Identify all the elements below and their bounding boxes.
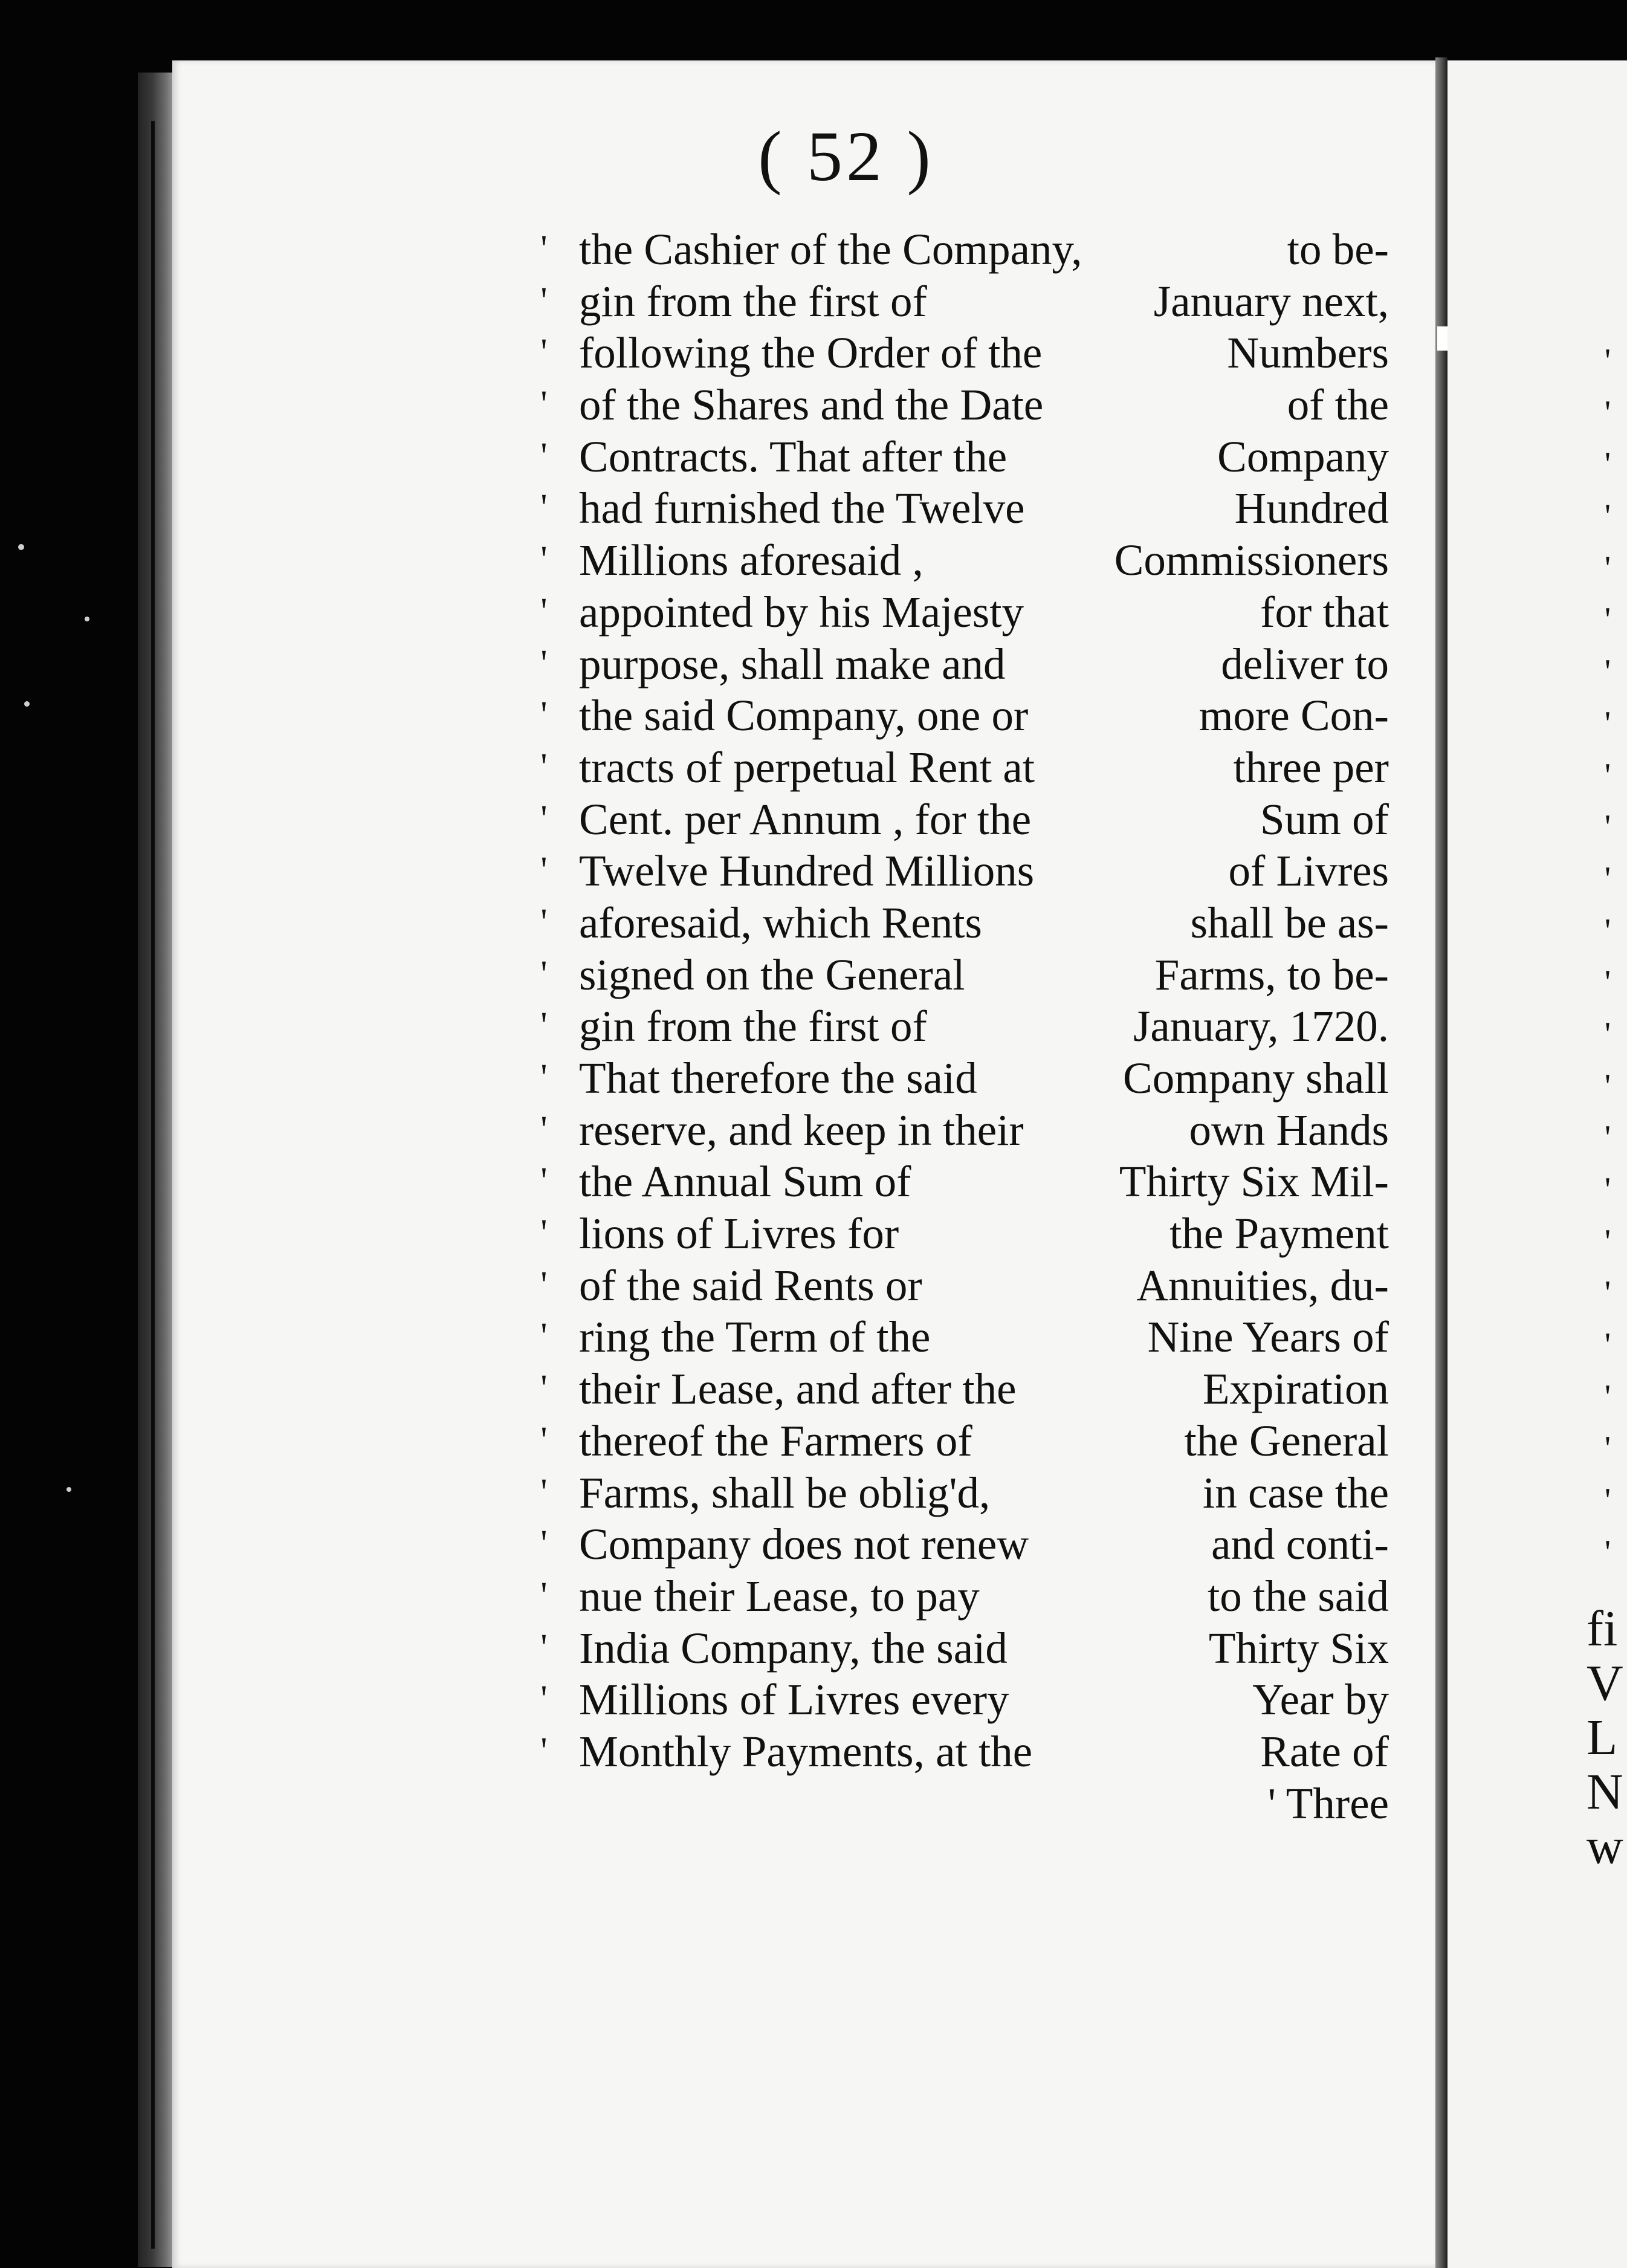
text-line xyxy=(579,1156,1389,1208)
margin-quote-mark: ' xyxy=(540,1005,548,1047)
text-line-start: aforesaid, which Rents xyxy=(579,898,982,947)
text-line-end: Company xyxy=(1217,432,1389,481)
margin-quote-mark: ' xyxy=(540,1109,548,1150)
text-line xyxy=(579,794,1389,846)
right-page-quote-mark: ' xyxy=(1604,549,1611,587)
right-page-quote-mark: ' xyxy=(1604,912,1611,950)
margin-quote-mark: ' xyxy=(540,850,548,892)
margin-quote-mark: ' xyxy=(540,953,548,995)
right-page-quote-mark: ' xyxy=(1604,1222,1611,1260)
margin-quote-mark: ' xyxy=(540,1730,548,1772)
margin-quote-mark: ' xyxy=(540,1368,548,1410)
margin-quote-mark: ' xyxy=(540,1419,548,1461)
text-line-end: of Livres xyxy=(1228,846,1389,896)
text-line-end: more Con- xyxy=(1198,691,1389,740)
right-page-quote-mark: ' xyxy=(1604,497,1611,536)
page-gutter xyxy=(1435,57,1447,2268)
text-line-start: the Annual Sum of xyxy=(579,1157,911,1207)
text-line-end: January, 1720. xyxy=(1133,1002,1389,1051)
right-page-text-fragments xyxy=(1587,1602,1627,1874)
text-line xyxy=(579,1622,1389,1674)
text-line-end: of the xyxy=(1287,380,1389,430)
right-page-quote-column xyxy=(1596,335,1620,1579)
text-line xyxy=(579,742,1389,794)
text-line-start: That therefore the said xyxy=(579,1054,977,1103)
text-line-end: shall be as- xyxy=(1190,898,1389,947)
right-page-quote-mark: ' xyxy=(1604,1378,1611,1416)
page-number: ( 52 ) xyxy=(758,117,934,196)
book-spine-edge xyxy=(138,73,174,2267)
right-page-fragment: w xyxy=(1587,1818,1623,1874)
margin-quote-mark: ' xyxy=(540,332,548,374)
right-page-quote-mark: ' xyxy=(1604,860,1611,898)
margin-quote-mark: ' xyxy=(540,1627,548,1668)
text-line xyxy=(579,1311,1389,1363)
text-line xyxy=(579,379,1389,431)
text-line xyxy=(579,586,1389,638)
margin-quote-mark: ' xyxy=(540,384,548,426)
right-page-quote-mark: ' xyxy=(1604,1430,1611,1468)
margin-quote-mark: ' xyxy=(540,1213,548,1254)
text-line-end: and conti- xyxy=(1211,1520,1389,1569)
right-page-quote-mark: ' xyxy=(1604,1533,1611,1571)
text-line xyxy=(579,482,1389,534)
margin-quote-mark: ' xyxy=(540,1575,548,1616)
right-page-quote-mark: ' xyxy=(1604,1171,1611,1208)
right-page-quote-mark: ' xyxy=(1604,1067,1611,1105)
margin-quote-mark: ' xyxy=(540,539,548,581)
margin-quote-mark: ' xyxy=(540,1471,548,1513)
margin-quote-mark: ' xyxy=(540,228,548,270)
text-line-start: purpose, shall make and xyxy=(579,639,1006,688)
text-line xyxy=(579,690,1389,742)
margin-quote-mark: ' xyxy=(540,1523,548,1565)
text-line-start: Company does not renew xyxy=(579,1520,1029,1569)
right-page-fragment: V xyxy=(1587,1655,1623,1711)
text-line-start: Monthly Payments, at the xyxy=(579,1726,1033,1776)
text-line xyxy=(579,1052,1389,1104)
text-line xyxy=(579,327,1389,379)
text-line-end: January next, xyxy=(1153,276,1389,326)
text-line-start: Cent. per Annum , for the xyxy=(579,794,1032,844)
dust-speck xyxy=(85,617,89,621)
right-page xyxy=(1447,60,1627,2268)
margin-quote-mark: ' xyxy=(540,1264,548,1306)
text-line-start: Millions aforesaid , xyxy=(579,536,923,585)
right-page-quote-mark: ' xyxy=(1604,1274,1611,1312)
text-line-end: Company shall xyxy=(1123,1054,1389,1103)
margin-quote-mark: ' xyxy=(540,1161,548,1202)
text-line-start: reserve, and keep in their xyxy=(579,1105,1024,1155)
text-line-start: had furnished the Twelve xyxy=(579,484,1025,533)
text-line-end: Sum of xyxy=(1260,794,1389,844)
text-line-start: following the Order of the xyxy=(579,328,1043,378)
text-line-start: India Company, the said xyxy=(579,1623,1008,1673)
right-page-quote-mark: ' xyxy=(1604,601,1611,639)
right-page-quote-mark: ' xyxy=(1604,653,1611,691)
margin-quote-mark: ' xyxy=(540,695,548,736)
margin-quote-mark: ' xyxy=(540,435,548,477)
body-text xyxy=(579,224,1389,1829)
text-line xyxy=(579,1260,1389,1312)
text-line-end: Expiration xyxy=(1202,1364,1389,1414)
text-line-end: to be- xyxy=(1287,225,1389,274)
text-line xyxy=(579,1415,1389,1467)
text-line xyxy=(579,1726,1389,1778)
text-line-start: the said Company, one or xyxy=(579,691,1029,740)
text-line-end: three per xyxy=(1233,742,1389,792)
text-line-start: of the said Rents or xyxy=(579,1260,922,1310)
text-line-start: tracts of perpetual Rent at xyxy=(579,742,1035,792)
dust-speck xyxy=(24,701,30,707)
text-line-end: own Hands xyxy=(1189,1105,1389,1155)
text-line-end: the General xyxy=(1184,1416,1389,1465)
text-line-start: the Cashier of the Company, xyxy=(579,225,1082,274)
right-page-quote-mark: ' xyxy=(1604,446,1611,484)
text-line-start: gin from the first of xyxy=(579,1002,927,1051)
right-page-fragment: L xyxy=(1587,1709,1618,1766)
text-line-end: Numbers xyxy=(1227,328,1389,378)
text-line-end: Hundred xyxy=(1234,484,1389,533)
text-line-start: thereof the Farmers of xyxy=(579,1416,972,1465)
text-line xyxy=(579,1363,1389,1415)
book-spine-line xyxy=(151,121,155,2249)
right-page-quote-mark: ' xyxy=(1604,1015,1611,1053)
text-line-start: gin from the first of xyxy=(579,276,927,326)
margin-quote-mark: ' xyxy=(540,280,548,322)
margin-quote-mark: ' xyxy=(540,746,548,788)
text-line-end: Thirty Six xyxy=(1208,1623,1389,1673)
right-page-quote-mark: ' xyxy=(1604,756,1611,794)
margin-quote-column xyxy=(526,224,562,1778)
text-line xyxy=(579,1000,1389,1052)
right-page-fragment: fi xyxy=(1587,1601,1618,1657)
right-page-quote-mark: ' xyxy=(1604,394,1611,432)
text-line-start: Millions of Livres every xyxy=(579,1675,1009,1725)
text-line xyxy=(579,1570,1389,1622)
text-line-end: Thirty Six Mil- xyxy=(1119,1157,1389,1207)
margin-quote-mark: ' xyxy=(540,591,548,632)
text-line xyxy=(579,1208,1389,1260)
right-page-quote-mark: ' xyxy=(1604,808,1611,846)
text-line xyxy=(579,1104,1389,1156)
text-line-end: Year by xyxy=(1252,1675,1389,1725)
text-line-end: to the said xyxy=(1207,1571,1389,1621)
text-line xyxy=(579,949,1389,1001)
text-line-start: Twelve Hundred Millions xyxy=(579,846,1035,896)
text-line-start: ring the Term of the xyxy=(579,1312,931,1362)
text-line xyxy=(579,1674,1389,1726)
text-line-start: signed on the General xyxy=(579,950,965,999)
text-line-end: deliver to xyxy=(1221,639,1389,688)
text-line-end: Commissioners xyxy=(1114,536,1389,585)
margin-quote-mark: ' xyxy=(540,487,548,529)
text-line-start: Farms, shall be oblig'd, xyxy=(579,1468,991,1517)
right-page-quote-mark: ' xyxy=(1604,1119,1611,1157)
right-page-fragment: N xyxy=(1587,1764,1623,1820)
right-page-quote-mark: ' xyxy=(1604,704,1611,742)
margin-quote-mark: ' xyxy=(540,901,548,943)
text-line-start: of the Shares and the Date xyxy=(579,380,1044,430)
text-line-start: appointed by his Majesty xyxy=(579,587,1024,637)
text-line xyxy=(579,276,1389,328)
catchword: ' Three xyxy=(1267,1778,1389,1828)
margin-quote-mark: ' xyxy=(540,1316,548,1358)
catchword-line xyxy=(579,1778,1389,1830)
text-line xyxy=(579,224,1389,276)
text-line xyxy=(579,897,1389,949)
text-line-start: nue their Lease, to pay xyxy=(579,1571,980,1621)
dust-speck xyxy=(66,1487,71,1492)
text-line xyxy=(579,1467,1389,1519)
text-line-start: Contracts. That after the xyxy=(579,432,1008,481)
text-line-end: Annuities, du- xyxy=(1136,1260,1389,1310)
text-line-end: the Payment xyxy=(1169,1209,1389,1259)
margin-quote-mark: ' xyxy=(540,643,548,684)
margin-quote-mark: ' xyxy=(540,798,548,840)
text-line xyxy=(579,1518,1389,1570)
text-line-start: lions of Livres for xyxy=(579,1209,899,1259)
text-line xyxy=(579,534,1389,586)
text-line xyxy=(579,431,1389,483)
text-line-end: Rate of xyxy=(1260,1726,1389,1776)
dust-speck xyxy=(18,544,24,550)
margin-quote-mark: ' xyxy=(540,1679,548,1720)
text-line-end: in case the xyxy=(1202,1468,1389,1517)
right-page-quote-mark: ' xyxy=(1604,1326,1611,1364)
text-line-end: for that xyxy=(1260,587,1389,637)
text-line-start: their Lease, and after the xyxy=(579,1364,1017,1414)
text-line xyxy=(579,845,1389,897)
right-page-quote-mark: ' xyxy=(1604,1482,1611,1520)
right-page-quote-mark: ' xyxy=(1604,964,1611,1002)
text-line xyxy=(579,638,1389,690)
text-line-end: Nine Years of xyxy=(1147,1312,1389,1362)
margin-quote-mark: ' xyxy=(540,1057,548,1098)
right-page-quote-mark: ' xyxy=(1604,342,1611,380)
text-line-end: Farms, to be- xyxy=(1154,950,1389,999)
